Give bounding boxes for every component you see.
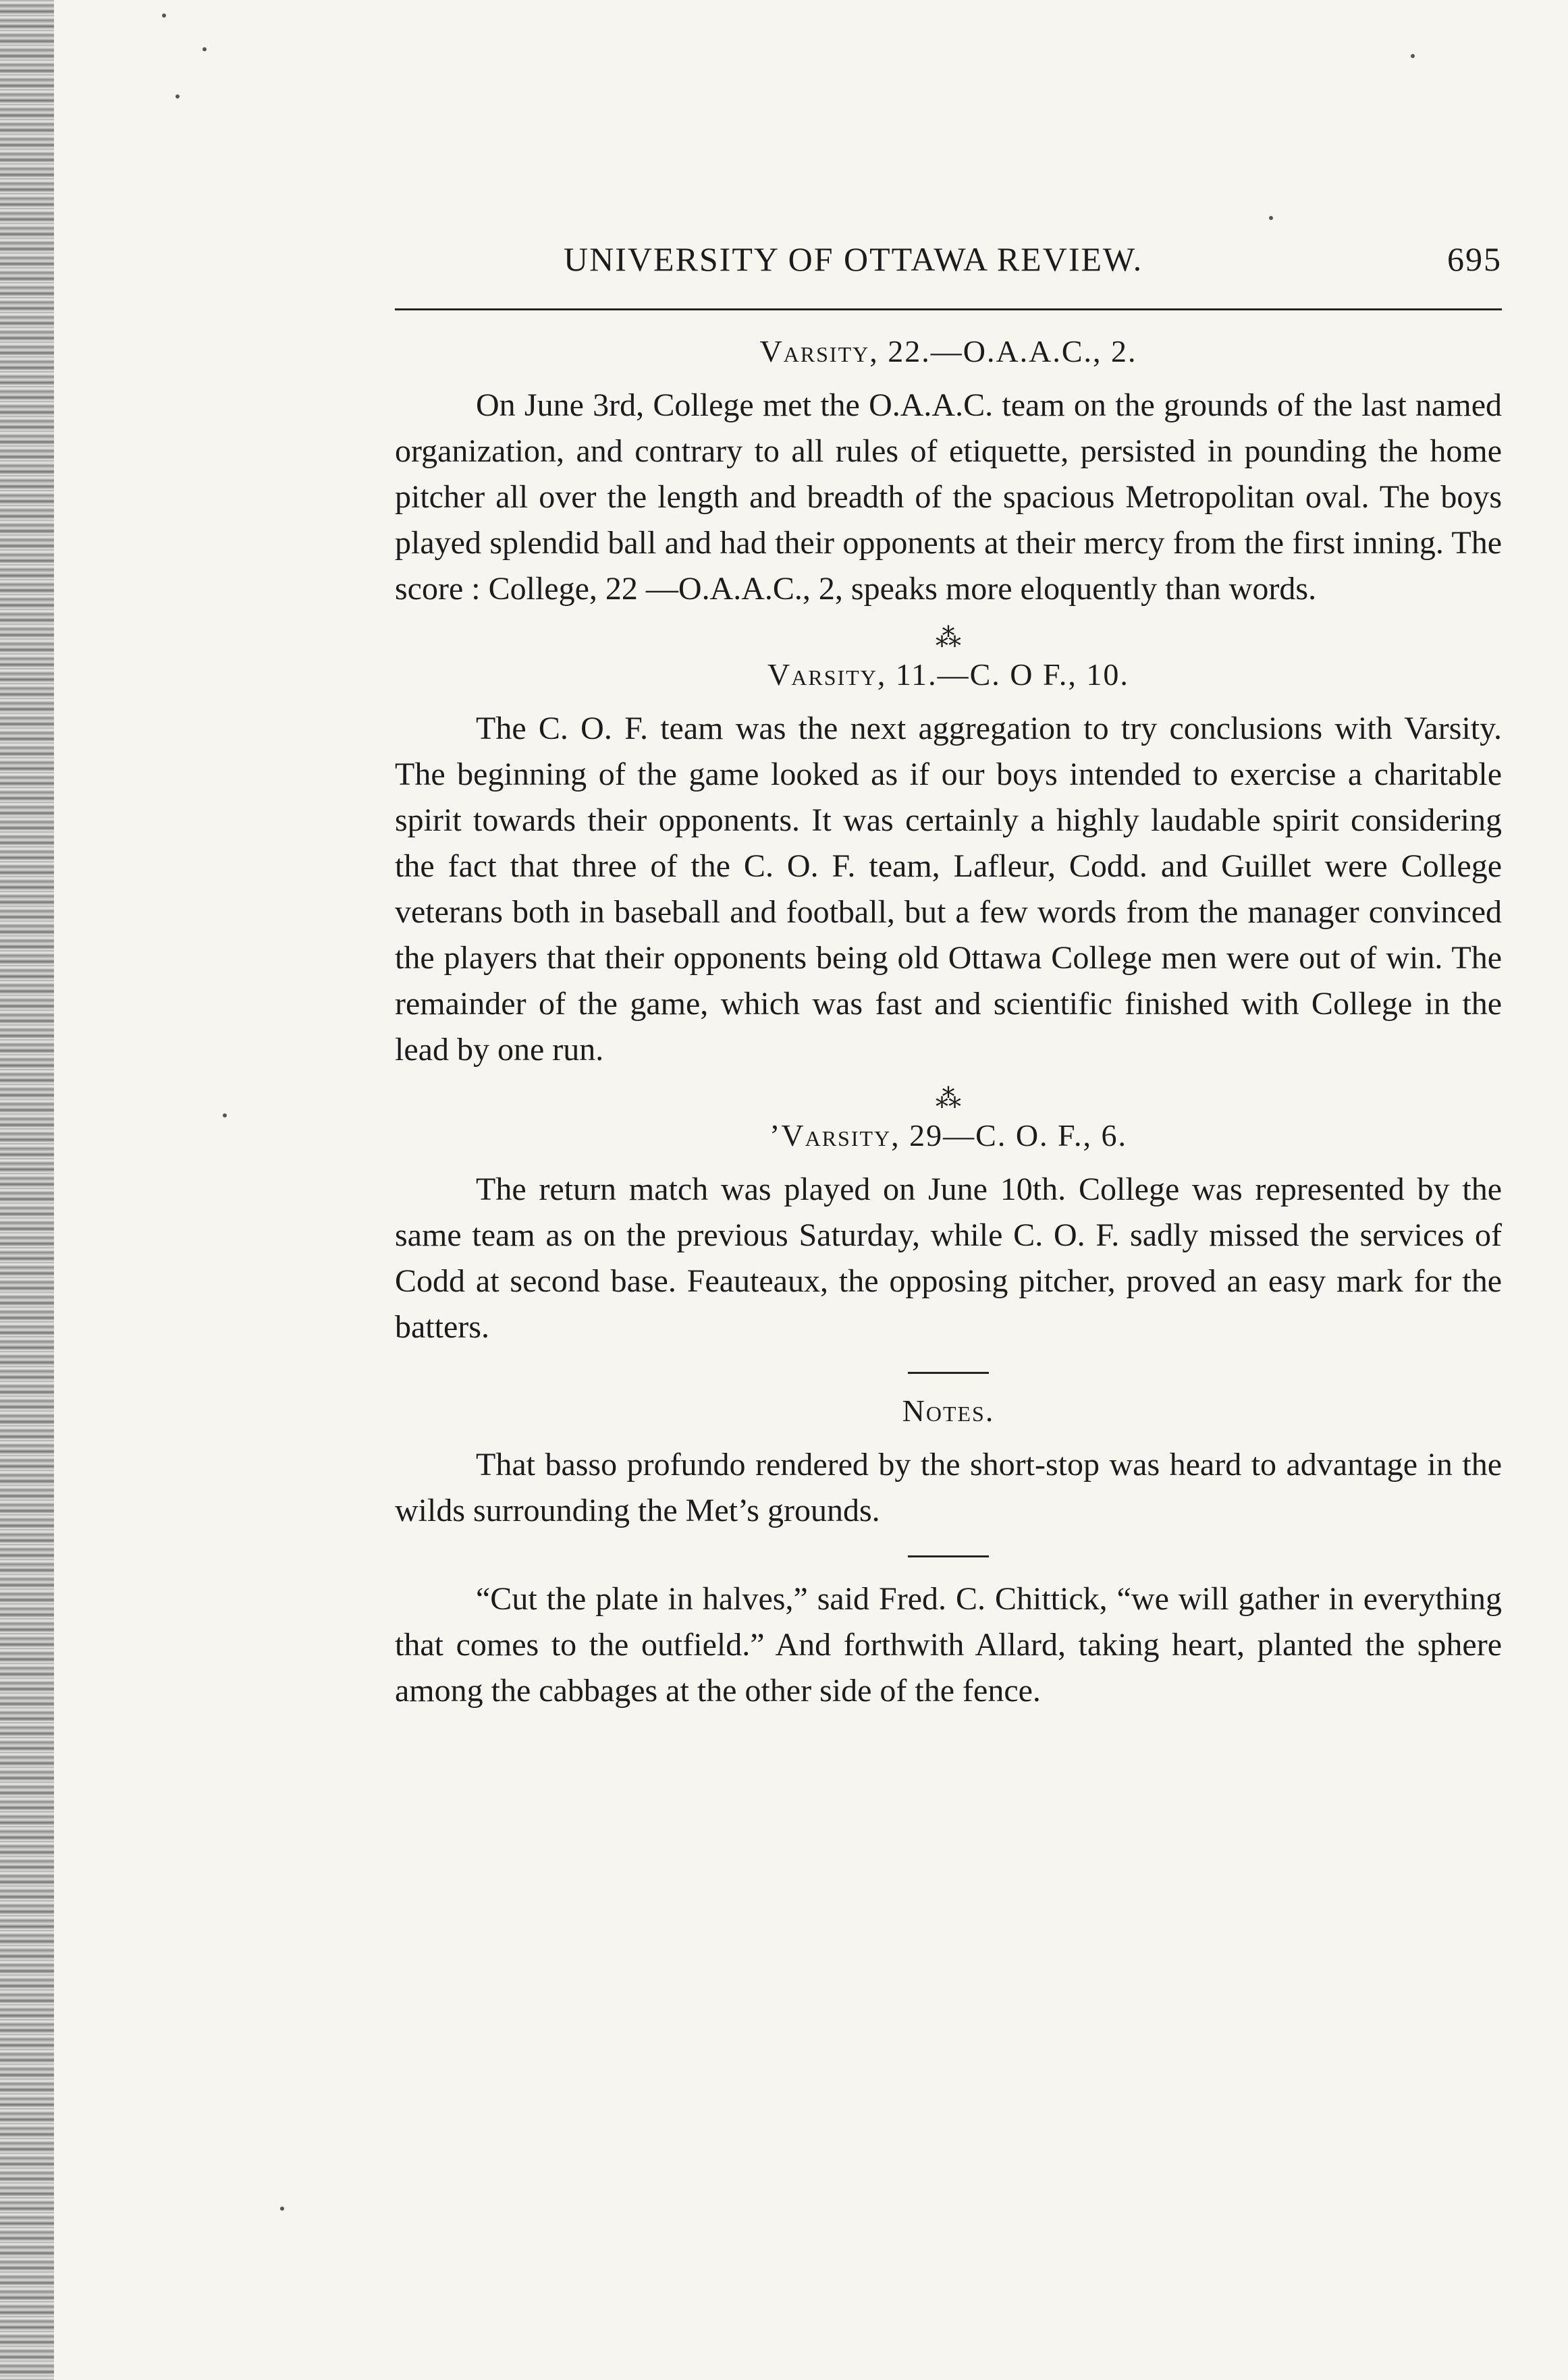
ink-speck: [1411, 54, 1415, 58]
report-paragraph: On June 3rd, College met the O.A.A.C. team on the grounds of the last named organization, and contrary to all rules of etiquette, persisted in pounding the home pitcher all over the length and breadth of the spacious Metropolitan oval. The boys played splendid ball and had their opponents at their mercy from the first inning. The score : College, 22 —O.A.A.C., 2, speaks more eloquently than words.: [395, 387, 1502, 607]
ink-speck: [223, 1113, 227, 1117]
notes-heading: Notes.: [902, 1393, 995, 1428]
ink-speck: [280, 2207, 284, 2211]
ink-speck: [202, 47, 207, 51]
game-report-cof-1: [395, 657, 1502, 1073]
section-heading: ’Varsity, 29—C. O. F., 6.: [769, 1118, 1127, 1153]
section-heading: Varsity, 11.—C. O F., 10.: [767, 657, 1129, 692]
page-content: [395, 240, 1502, 1714]
section-heading: Varsity, 22.—O.A.A.C., 2.: [759, 334, 1137, 368]
journal-title: UNIVERSITY OF OTTAWA REVIEW.: [564, 240, 1143, 278]
ink-speck: [1269, 216, 1273, 220]
game-report-oaac: [395, 333, 1502, 612]
ink-speck: [162, 13, 166, 18]
note-paragraph: “Cut the plate in halves,” said Fred. C. Chittick, “we will gather in everything that comes to the outfield.” And forthwith Allard, taking heart, planted the sphere among the cabbages at the other side of the fence.: [395, 1581, 1502, 1709]
note-paragraph: That basso profundo rendered by the short-stop was heard to advantage in the wilds surrounding the Met’s grounds.: [395, 1447, 1502, 1528]
asterism-divider: ⁂: [936, 624, 961, 653]
report-paragraph: The return match was played on June 10th. College was represented by the same team as on the previous Saturday, while C. O. F. sadly missed the services of Codd at second base. Feauteaux, the opposing pitcher, proved an easy mark for the batters.: [395, 1171, 1502, 1345]
header-rule: [395, 308, 1502, 310]
ink-speck: [175, 94, 180, 99]
note-rule: [908, 1555, 989, 1557]
asterism-divider: ⁂: [936, 1085, 961, 1113]
section-rule: [908, 1372, 989, 1374]
running-head: [395, 240, 1502, 300]
report-paragraph: The C. O. F. team was the next aggregation to try conclusions with Varsity. The beginning of the game looked as if our boys intended to exercise a charitable spirit towards their opponents. It was certainly a highly laudable spirit considering the fact that three of the C. O. F. team, Lafleur, Codd. and Guillet were College veterans both in baseball and football, but a few words from the manager convinced the players that their opponents being old Ottawa College men were out of win. The remainder of the game, which was fast and scientific finished with College in the lead by one run.: [395, 711, 1502, 1068]
notes-section: [395, 1393, 1502, 1714]
binding-edge: [0, 0, 54, 2380]
game-report-cof-2: [395, 1117, 1502, 1350]
page-number: 695: [1447, 240, 1502, 278]
